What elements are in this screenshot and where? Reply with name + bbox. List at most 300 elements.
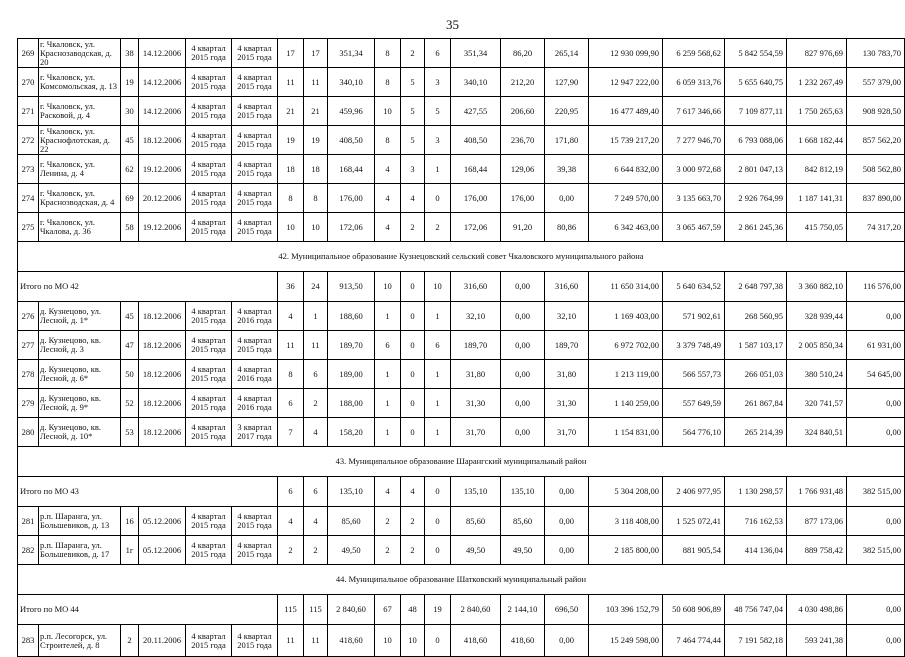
- actual-date-cell: 4 квартал 2016 года: [232, 389, 278, 418]
- document-date-cell: 20.11.2006: [139, 625, 186, 657]
- value-cell-c8: 2: [304, 536, 328, 565]
- value-cell-c10: 4: [375, 213, 401, 242]
- value-cell-c18: 2 861 245,36: [725, 213, 787, 242]
- actual-date-cell: 4 квартал 2015 года: [232, 331, 278, 360]
- value-cell-c20: 382 515,00: [847, 536, 905, 565]
- value-cell-c8: 8: [304, 184, 328, 213]
- value-cell-c19: 328 939,44: [787, 302, 847, 331]
- document-number-cell: 53: [121, 418, 139, 447]
- value-cell-c15: 0,00: [545, 184, 589, 213]
- document-number-cell: 1г: [121, 536, 139, 565]
- table-row: [18, 507, 905, 536]
- value-cell-c15: 32,10: [545, 302, 589, 331]
- value-cell-c14: 176,00: [501, 184, 545, 213]
- value-cell-c15: 220,95: [545, 97, 589, 126]
- total-value-cell-c19: 4 030 498,86: [787, 595, 847, 625]
- value-cell-c15: 265,14: [545, 39, 589, 68]
- value-cell-c9: 459,96: [328, 97, 375, 126]
- value-cell-c20: 130 783,70: [847, 39, 905, 68]
- document-number-cell: 16: [121, 507, 139, 536]
- value-cell-c17: 7 617 346,66: [663, 97, 725, 126]
- value-cell-c18: 5 655 640,75: [725, 68, 787, 97]
- value-cell-c11: 5: [401, 68, 425, 97]
- value-cell-c16: 15 249 598,00: [589, 625, 663, 657]
- address-cell: г. Чкаловск, ул. Краснофлотская, д. 22: [39, 126, 121, 155]
- value-cell-c18: 5 842 554,59: [725, 39, 787, 68]
- planned-date-cell: 4 квартал 2015 года: [186, 39, 232, 68]
- value-cell-c16: 1 154 831,00: [589, 418, 663, 447]
- value-cell-c19: 842 812,19: [787, 155, 847, 184]
- value-cell-c15: 0,00: [545, 625, 589, 657]
- value-cell-c13: 176,00: [451, 184, 501, 213]
- value-cell-c18: 265 214,39: [725, 418, 787, 447]
- planned-date-cell: 4 квартал 2015 года: [186, 507, 232, 536]
- value-cell-c17: 564 776,10: [663, 418, 725, 447]
- address-cell: г. Чкаловск, ул. Краснозводская, д. 4: [39, 184, 121, 213]
- value-cell-c9: 49,50: [328, 536, 375, 565]
- total-value-cell-c13: 135,10: [451, 477, 501, 507]
- total-value-cell-c8: 115: [304, 595, 328, 625]
- total-label: Итого по МО 42: [18, 272, 278, 302]
- value-cell-c18: 268 560,95: [725, 302, 787, 331]
- row-number-cell: 273: [18, 155, 39, 184]
- value-cell-c13: 31,30: [451, 389, 501, 418]
- table-row: [18, 418, 905, 447]
- value-cell-c12: 1: [425, 389, 451, 418]
- value-cell-c18: 414 136,04: [725, 536, 787, 565]
- value-cell-c7: 10: [278, 213, 304, 242]
- value-cell-c14: 236,70: [501, 126, 545, 155]
- actual-date-cell: 4 квартал 2015 года: [232, 126, 278, 155]
- value-cell-c17: 6 059 313,76: [663, 68, 725, 97]
- value-cell-c11: 0: [401, 302, 425, 331]
- value-cell-c16: 6 972 702,00: [589, 331, 663, 360]
- value-cell-c10: 2: [375, 507, 401, 536]
- value-cell-c16: 6 342 463,00: [589, 213, 663, 242]
- value-cell-c7: 7: [278, 418, 304, 447]
- value-cell-c9: 418,60: [328, 625, 375, 657]
- value-cell-c16: 12 930 099,90: [589, 39, 663, 68]
- value-cell-c20: 837 890,00: [847, 184, 905, 213]
- value-cell-c9: 189,70: [328, 331, 375, 360]
- value-cell-c10: 8: [375, 39, 401, 68]
- value-cell-c12: 6: [425, 39, 451, 68]
- value-cell-c16: 1 169 403,00: [589, 302, 663, 331]
- total-value-cell-c19: 1 766 931,48: [787, 477, 847, 507]
- actual-date-cell: 4 квартал 2015 года: [232, 184, 278, 213]
- value-cell-c13: 32,10: [451, 302, 501, 331]
- table-row: [18, 39, 905, 68]
- section-total-row: [18, 272, 905, 302]
- document-date-cell: 18.12.2006: [139, 418, 186, 447]
- value-cell-c11: 0: [401, 360, 425, 389]
- value-cell-c20: 0,00: [847, 302, 905, 331]
- value-cell-c7: 4: [278, 507, 304, 536]
- value-cell-c12: 0: [425, 625, 451, 657]
- document-number-cell: 45: [121, 302, 139, 331]
- value-cell-c16: 16 477 489,40: [589, 97, 663, 126]
- value-cell-c13: 189,70: [451, 331, 501, 360]
- section-total-row: [18, 595, 905, 625]
- value-cell-c13: 427,55: [451, 97, 501, 126]
- value-cell-c9: 172,06: [328, 213, 375, 242]
- value-cell-c8: 2: [304, 389, 328, 418]
- value-cell-c20: 61 931,00: [847, 331, 905, 360]
- value-cell-c19: 1 668 182,44: [787, 126, 847, 155]
- value-cell-c11: 0: [401, 389, 425, 418]
- section-title: 44. Муниципальное образование Шатковский муниципальный район: [18, 565, 905, 595]
- value-cell-c14: 0,00: [501, 389, 545, 418]
- value-cell-c15: 31,30: [545, 389, 589, 418]
- value-cell-c13: 168,44: [451, 155, 501, 184]
- row-number-cell: 271: [18, 97, 39, 126]
- value-cell-c20: 0,00: [847, 625, 905, 657]
- row-number-cell: 276: [18, 302, 39, 331]
- document-date-cell: 14.12.2006: [139, 97, 186, 126]
- total-value-cell-c8: 6: [304, 477, 328, 507]
- address-cell: р.п. Шаранга, ул. Большевиков, д. 17: [39, 536, 121, 565]
- value-cell-c7: 2: [278, 536, 304, 565]
- address-cell: р.п. Шаранга, ул. Большевиков, д. 13: [39, 507, 121, 536]
- value-cell-c19: 415 750,05: [787, 213, 847, 242]
- document-number-cell: 62: [121, 155, 139, 184]
- value-cell-c18: 6 793 088,06: [725, 126, 787, 155]
- document-date-cell: 14.12.2006: [139, 39, 186, 68]
- table-row: [18, 360, 905, 389]
- planned-date-cell: 4 квартал 2015 года: [186, 184, 232, 213]
- document-date-cell: 18.12.2006: [139, 302, 186, 331]
- value-cell-c18: 261 867,84: [725, 389, 787, 418]
- total-value-cell-c11: 48: [401, 595, 425, 625]
- document-date-cell: 18.12.2006: [139, 126, 186, 155]
- value-cell-c7: 8: [278, 360, 304, 389]
- value-cell-c13: 418,60: [451, 625, 501, 657]
- value-cell-c7: 18: [278, 155, 304, 184]
- total-value-cell-c10: 4: [375, 477, 401, 507]
- planned-date-cell: 4 квартал 2015 года: [186, 389, 232, 418]
- actual-date-cell: 4 квартал 2015 года: [232, 97, 278, 126]
- table-row: [18, 536, 905, 565]
- value-cell-c9: 188,60: [328, 302, 375, 331]
- actual-date-cell: 4 квартал 2016 года: [232, 302, 278, 331]
- address-cell: д. Кузнецово, кв. Лесной, д. 9*: [39, 389, 121, 418]
- value-cell-c11: 0: [401, 418, 425, 447]
- value-cell-c14: 0,00: [501, 302, 545, 331]
- address-cell: д. Кузнецово, кв. Лесной, д. 10*: [39, 418, 121, 447]
- value-cell-c19: 324 840,51: [787, 418, 847, 447]
- table-row: [18, 68, 905, 97]
- value-cell-c17: 7 277 946,70: [663, 126, 725, 155]
- total-value-cell-c9: 135,10: [328, 477, 375, 507]
- value-cell-c13: 49,50: [451, 536, 501, 565]
- value-cell-c16: 6 644 832,00: [589, 155, 663, 184]
- value-cell-c17: 566 557,73: [663, 360, 725, 389]
- value-cell-c11: 2: [401, 213, 425, 242]
- address-cell: г. Чкаловск, ул. Чкалова, д. 36: [39, 213, 121, 242]
- address-cell: д. Кузнецово, кв. Лесной, д. 6*: [39, 360, 121, 389]
- row-number-cell: 275: [18, 213, 39, 242]
- value-cell-c17: 3 000 972,68: [663, 155, 725, 184]
- table-row: [18, 625, 905, 657]
- total-value-cell-c20: 0,00: [847, 595, 905, 625]
- section-title-row: [18, 242, 905, 272]
- value-cell-c12: 1: [425, 155, 451, 184]
- planned-date-cell: 4 квартал 2015 года: [186, 360, 232, 389]
- value-cell-c20: 54 645,00: [847, 360, 905, 389]
- value-cell-c16: 15 739 217,20: [589, 126, 663, 155]
- value-cell-c10: 8: [375, 126, 401, 155]
- section-title-row: [18, 447, 905, 477]
- address-cell: р.п. Лесогорск, ул. Строителей, д. 8: [39, 625, 121, 657]
- address-cell: г. Чкаловск, ул. Краснозаводская, д. 20: [39, 39, 121, 68]
- total-value-cell-c11: 4: [401, 477, 425, 507]
- value-cell-c18: 7 109 877,11: [725, 97, 787, 126]
- value-cell-c11: 0: [401, 331, 425, 360]
- value-cell-c19: 889 758,42: [787, 536, 847, 565]
- document-date-cell: 18.12.2006: [139, 389, 186, 418]
- row-number-cell: 280: [18, 418, 39, 447]
- row-number-cell: 282: [18, 536, 39, 565]
- row-number-cell: 272: [18, 126, 39, 155]
- document-number-cell: 38: [121, 39, 139, 68]
- value-cell-c7: 21: [278, 97, 304, 126]
- document-date-cell: 05.12.2006: [139, 536, 186, 565]
- value-cell-c10: 2: [375, 536, 401, 565]
- value-cell-c10: 1: [375, 302, 401, 331]
- row-number-cell: 278: [18, 360, 39, 389]
- section-total-row: [18, 477, 905, 507]
- document-number-cell: 19: [121, 68, 139, 97]
- resettlement-table: [17, 38, 905, 657]
- row-number-cell: 283: [18, 625, 39, 657]
- planned-date-cell: 4 квартал 2015 года: [186, 126, 232, 155]
- value-cell-c9: 340,10: [328, 68, 375, 97]
- value-cell-c7: 11: [278, 331, 304, 360]
- value-cell-c15: 80,86: [545, 213, 589, 242]
- value-cell-c8: 4: [304, 507, 328, 536]
- total-value-cell-c10: 10: [375, 272, 401, 302]
- document-date-cell: 18.12.2006: [139, 331, 186, 360]
- row-number-cell: 274: [18, 184, 39, 213]
- total-value-cell-c19: 3 360 882,10: [787, 272, 847, 302]
- value-cell-c12: 3: [425, 68, 451, 97]
- value-cell-c17: 557 649,59: [663, 389, 725, 418]
- total-value-cell-c16: 103 396 152,79: [589, 595, 663, 625]
- value-cell-c11: 4: [401, 184, 425, 213]
- value-cell-c10: 6: [375, 331, 401, 360]
- document-number-cell: 69: [121, 184, 139, 213]
- value-cell-c14: 49,50: [501, 536, 545, 565]
- value-cell-c18: 716 162,53: [725, 507, 787, 536]
- total-label: Итого по МО 44: [18, 595, 278, 625]
- actual-date-cell: 4 квартал 2015 года: [232, 213, 278, 242]
- value-cell-c14: 418,60: [501, 625, 545, 657]
- value-cell-c12: 0: [425, 507, 451, 536]
- value-cell-c17: 1 525 072,41: [663, 507, 725, 536]
- value-cell-c17: 881 905,54: [663, 536, 725, 565]
- value-cell-c13: 351,34: [451, 39, 501, 68]
- total-value-cell-c18: 48 756 747,04: [725, 595, 787, 625]
- row-number-cell: 281: [18, 507, 39, 536]
- table-row: [18, 331, 905, 360]
- total-value-cell-c13: 2 840,60: [451, 595, 501, 625]
- value-cell-c20: 857 562,20: [847, 126, 905, 155]
- value-cell-c8: 1: [304, 302, 328, 331]
- value-cell-c16: 7 249 570,00: [589, 184, 663, 213]
- actual-date-cell: 4 квартал 2015 года: [232, 39, 278, 68]
- document-number-cell: 50: [121, 360, 139, 389]
- value-cell-c20: 0,00: [847, 418, 905, 447]
- total-value-cell-c17: 5 640 634,52: [663, 272, 725, 302]
- value-cell-c15: 189,70: [545, 331, 589, 360]
- value-cell-c10: 8: [375, 68, 401, 97]
- value-cell-c14: 0,00: [501, 331, 545, 360]
- table-row: [18, 213, 905, 242]
- value-cell-c11: 2: [401, 507, 425, 536]
- total-value-cell-c16: 5 304 208,00: [589, 477, 663, 507]
- value-cell-c20: 0,00: [847, 507, 905, 536]
- value-cell-c12: 1: [425, 418, 451, 447]
- value-cell-c7: 8: [278, 184, 304, 213]
- value-cell-c15: 0,00: [545, 536, 589, 565]
- value-cell-c19: 1 187 141,31: [787, 184, 847, 213]
- value-cell-c8: 11: [304, 331, 328, 360]
- value-cell-c7: 11: [278, 68, 304, 97]
- value-cell-c15: 0,00: [545, 507, 589, 536]
- value-cell-c7: 6: [278, 389, 304, 418]
- value-cell-c11: 2: [401, 39, 425, 68]
- value-cell-c8: 17: [304, 39, 328, 68]
- table-row: [18, 97, 905, 126]
- page-number: 35: [446, 17, 459, 32]
- value-cell-c18: 2 926 764,99: [725, 184, 787, 213]
- table-row: [18, 389, 905, 418]
- value-cell-c12: 2: [425, 213, 451, 242]
- document-date-cell: 19.12.2006: [139, 155, 186, 184]
- value-cell-c16: 2 185 800,00: [589, 536, 663, 565]
- total-value-cell-c7: 6: [278, 477, 304, 507]
- total-value-cell-c14: 2 144,10: [501, 595, 545, 625]
- total-value-cell-c8: 24: [304, 272, 328, 302]
- total-value-cell-c18: 2 648 797,38: [725, 272, 787, 302]
- document-number-cell: 58: [121, 213, 139, 242]
- total-value-cell-c15: 316,60: [545, 272, 589, 302]
- value-cell-c16: 3 118 408,00: [589, 507, 663, 536]
- planned-date-cell: 4 квартал 2015 года: [186, 97, 232, 126]
- value-cell-c13: 31,80: [451, 360, 501, 389]
- value-cell-c9: 408,50: [328, 126, 375, 155]
- planned-date-cell: 4 квартал 2015 года: [186, 213, 232, 242]
- value-cell-c17: 571 902,61: [663, 302, 725, 331]
- value-cell-c11: 10: [401, 625, 425, 657]
- total-value-cell-c7: 115: [278, 595, 304, 625]
- value-cell-c20: 508 562,80: [847, 155, 905, 184]
- value-cell-c10: 4: [375, 184, 401, 213]
- value-cell-c11: 2: [401, 536, 425, 565]
- value-cell-c8: 19: [304, 126, 328, 155]
- value-cell-c10: 1: [375, 389, 401, 418]
- total-value-cell-c12: 0: [425, 477, 451, 507]
- value-cell-c19: 1 750 265,63: [787, 97, 847, 126]
- value-cell-c18: 266 051,03: [725, 360, 787, 389]
- value-cell-c10: 4: [375, 155, 401, 184]
- document-number-cell: 2: [121, 625, 139, 657]
- total-value-cell-c15: 696,50: [545, 595, 589, 625]
- address-cell: г. Чкаловск, ул. Комсомольская, д. 13: [39, 68, 121, 97]
- total-value-cell-c20: 382 515,00: [847, 477, 905, 507]
- total-value-cell-c20: 116 576,00: [847, 272, 905, 302]
- planned-date-cell: 4 квартал 2015 года: [186, 418, 232, 447]
- value-cell-c18: 7 191 582,18: [725, 625, 787, 657]
- value-cell-c16: 1 140 259,00: [589, 389, 663, 418]
- planned-date-cell: 4 квартал 2015 года: [186, 68, 232, 97]
- value-cell-c17: 3 135 663,70: [663, 184, 725, 213]
- total-value-cell-c18: 1 130 298,57: [725, 477, 787, 507]
- value-cell-c12: 0: [425, 184, 451, 213]
- address-cell: д. Кузнецово, ул. Лесной, д. 1*: [39, 302, 121, 331]
- value-cell-c19: 1 232 267,49: [787, 68, 847, 97]
- actual-date-cell: 4 квартал 2015 года: [232, 155, 278, 184]
- value-cell-c19: 827 976,69: [787, 39, 847, 68]
- value-cell-c19: 2 005 850,34: [787, 331, 847, 360]
- value-cell-c11: 3: [401, 155, 425, 184]
- total-value-cell-c12: 19: [425, 595, 451, 625]
- table-row: [18, 184, 905, 213]
- table-row: [18, 126, 905, 155]
- value-cell-c8: 4: [304, 418, 328, 447]
- value-cell-c14: 86,20: [501, 39, 545, 68]
- total-value-cell-c15: 0,00: [545, 477, 589, 507]
- row-number-cell: 269: [18, 39, 39, 68]
- value-cell-c12: 6: [425, 331, 451, 360]
- value-cell-c20: 908 928,50: [847, 97, 905, 126]
- value-cell-c8: 21: [304, 97, 328, 126]
- planned-date-cell: 4 квартал 2015 года: [186, 302, 232, 331]
- document-number-cell: 47: [121, 331, 139, 360]
- value-cell-c14: 0,00: [501, 360, 545, 389]
- value-cell-c14: 129,06: [501, 155, 545, 184]
- total-value-cell-c9: 2 840,60: [328, 595, 375, 625]
- value-cell-c17: 7 464 774,44: [663, 625, 725, 657]
- value-cell-c12: 3: [425, 126, 451, 155]
- total-value-cell-c14: 0,00: [501, 272, 545, 302]
- planned-date-cell: 4 квартал 2015 года: [186, 155, 232, 184]
- row-number-cell: 279: [18, 389, 39, 418]
- address-cell: г. Чкаловск, ул. Расковой, д. 4: [39, 97, 121, 126]
- value-cell-c7: 19: [278, 126, 304, 155]
- row-number-cell: 270: [18, 68, 39, 97]
- total-label: Итого по МО 43: [18, 477, 278, 507]
- value-cell-c13: 408,50: [451, 126, 501, 155]
- value-cell-c15: 31,70: [545, 418, 589, 447]
- value-cell-c9: 168,44: [328, 155, 375, 184]
- value-cell-c9: 189,00: [328, 360, 375, 389]
- value-cell-c20: 74 317,20: [847, 213, 905, 242]
- value-cell-c9: 188,00: [328, 389, 375, 418]
- total-value-cell-c13: 316,60: [451, 272, 501, 302]
- table-body: [18, 39, 905, 657]
- value-cell-c16: 12 947 222,00: [589, 68, 663, 97]
- value-cell-c7: 4: [278, 302, 304, 331]
- value-cell-c20: 0,00: [847, 389, 905, 418]
- address-cell: д. Кузнецово, кв. Лесной, д. 3: [39, 331, 121, 360]
- value-cell-c10: 10: [375, 97, 401, 126]
- actual-date-cell: 4 квартал 2015 года: [232, 625, 278, 657]
- value-cell-c15: 171,80: [545, 126, 589, 155]
- total-value-cell-c17: 50 608 906,89: [663, 595, 725, 625]
- value-cell-c9: 85,60: [328, 507, 375, 536]
- value-cell-c14: 212,20: [501, 68, 545, 97]
